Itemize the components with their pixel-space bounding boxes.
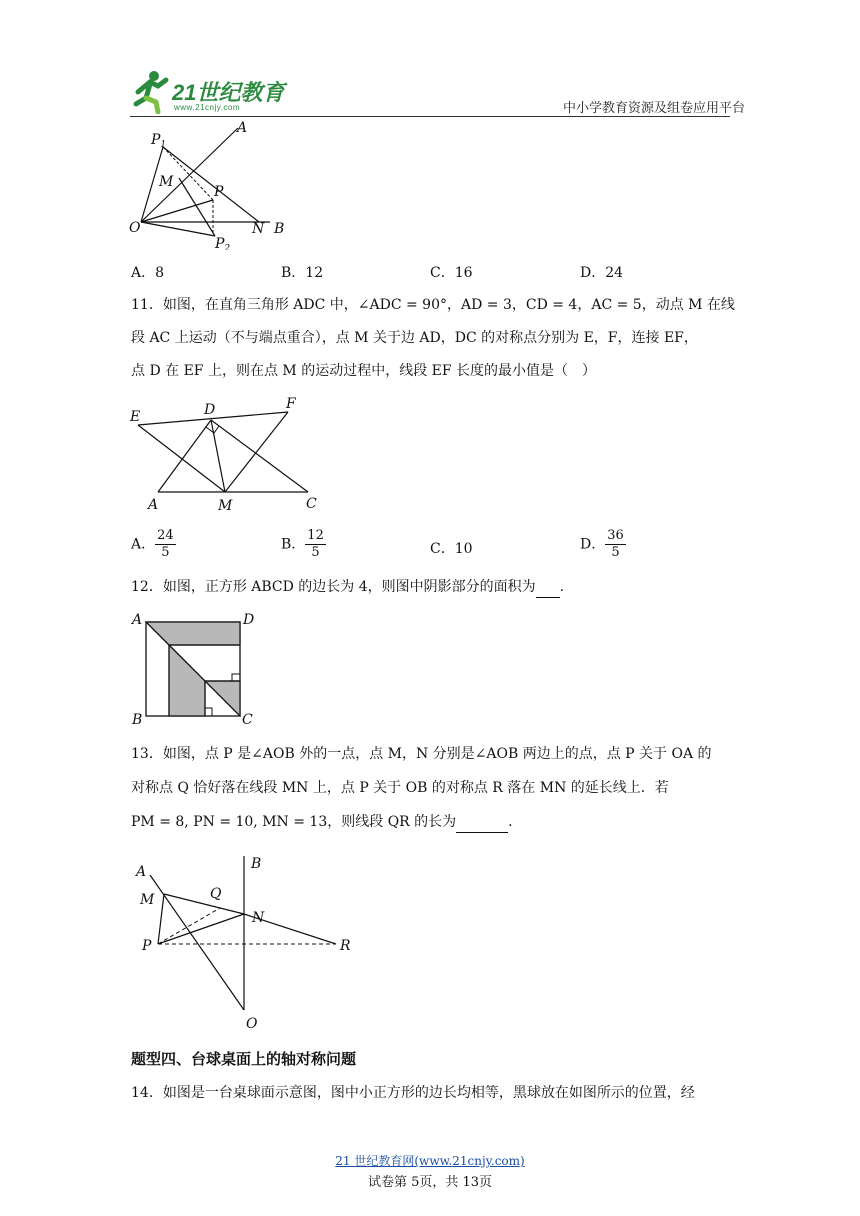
label-a: A (237, 120, 248, 136)
figure-q13 (130, 850, 370, 1035)
label-m: M (218, 498, 233, 514)
q11-option-d: D． $\frac{36}{5}$ (580, 528, 624, 560)
q13-line2: 对称点 Q 恰好落在线段 MN 上，点 P 关于 OB 的对称点 R 落在 MN 的延长线上．若 (131, 780, 669, 796)
label-o: O (129, 220, 141, 236)
label-e: E (130, 409, 141, 425)
q10-option-b: B．12 (281, 265, 324, 281)
footer (0, 1150, 860, 1190)
page-number: 试卷第 5页，共 13页 (367, 1175, 493, 1190)
label-c: C (242, 712, 253, 728)
label-n: N (252, 910, 265, 926)
label-d: D (243, 612, 255, 628)
q11-line2: 段 AC 上运动（不与端点重合），点 M 关于边 AD，DC 的对称点分别为 E，F，连接 EF， (131, 330, 698, 346)
label-c: C (306, 496, 317, 512)
label-n: N (252, 221, 265, 237)
platform-name: 中小学教育资源及组卷应用平台 (563, 101, 746, 116)
label-m: M (159, 174, 174, 190)
figure-q11 (128, 395, 328, 515)
q11-line3: 点 D 在 EF 上，则在点 M 的运动过程中，线段 EF 长度的最小值是（ ） (131, 363, 597, 379)
answer-blank (456, 812, 508, 833)
logo-subtext: www.21cnjy.com (174, 103, 240, 112)
label-a: A (148, 497, 159, 513)
q13-line1: 13．如图，点 P 是∠AOB 外的一点，点 M，N 分别是∠AOB 两边上的点，点 P 关于 OA 的 (131, 746, 712, 762)
q13-line3: PM = 8, PN = 10, MN = 13，则线段 QR 的长为 . (131, 812, 513, 833)
q10-option-c: C．16 (430, 265, 473, 281)
q11-line1: 11．如图，在直角三角形 ADC 中，∠ADC = 90°，AD = 3，CD = 4，AC = 5，动点 M 在线 (131, 297, 735, 313)
q14-line1: 14．如图是一台桌球面示意图，图中小正方形的边长均相等，黑球放在如图所示的位置，经 (131, 1085, 695, 1101)
label-b: B (251, 856, 262, 872)
label-a: A (132, 612, 143, 628)
section-title: 题型四、台球桌面上的轴对称问题 (131, 1050, 357, 1068)
label-q: Q (210, 886, 222, 902)
q11-option-b: B． $\frac{12}{5}$ (281, 528, 324, 560)
label-p1: $P_1$ (151, 132, 167, 150)
q10-option-d: D．24 (580, 265, 624, 281)
header-divider (130, 116, 730, 117)
q11-option-a: A． $\frac{24}{5}$ (131, 528, 174, 560)
q10-option-a: A．8 (131, 265, 165, 281)
label-p: P (142, 938, 152, 954)
q11-option-c: C．10 (430, 541, 473, 557)
label-p2: $P_2$ (215, 236, 231, 250)
figure-q10 (125, 120, 305, 250)
shaded-top (146, 622, 240, 645)
answer-blank (536, 577, 560, 598)
logo-text: 21世纪教育 (172, 80, 285, 105)
label-b: B (132, 712, 143, 728)
figure-q12 (128, 608, 268, 728)
label-o: O (246, 1016, 258, 1032)
footer-link[interactable]: 21 世纪教育网(www.21cnjy.com) (335, 1154, 525, 1168)
label-a: A (136, 864, 147, 880)
q12-text: 12．如图，正方形 ABCD 的边长为 4，则图中阴影部分的面积为 . (131, 577, 564, 598)
label-r: R (340, 938, 351, 954)
label-f: F (286, 396, 296, 412)
label-b: B (274, 221, 285, 237)
shaded-middle (169, 645, 205, 716)
label-m: M (140, 892, 155, 908)
runner-logo-icon (128, 70, 172, 114)
label-d: D (204, 402, 216, 418)
header-logo (128, 70, 288, 114)
label-p: P (214, 184, 224, 200)
